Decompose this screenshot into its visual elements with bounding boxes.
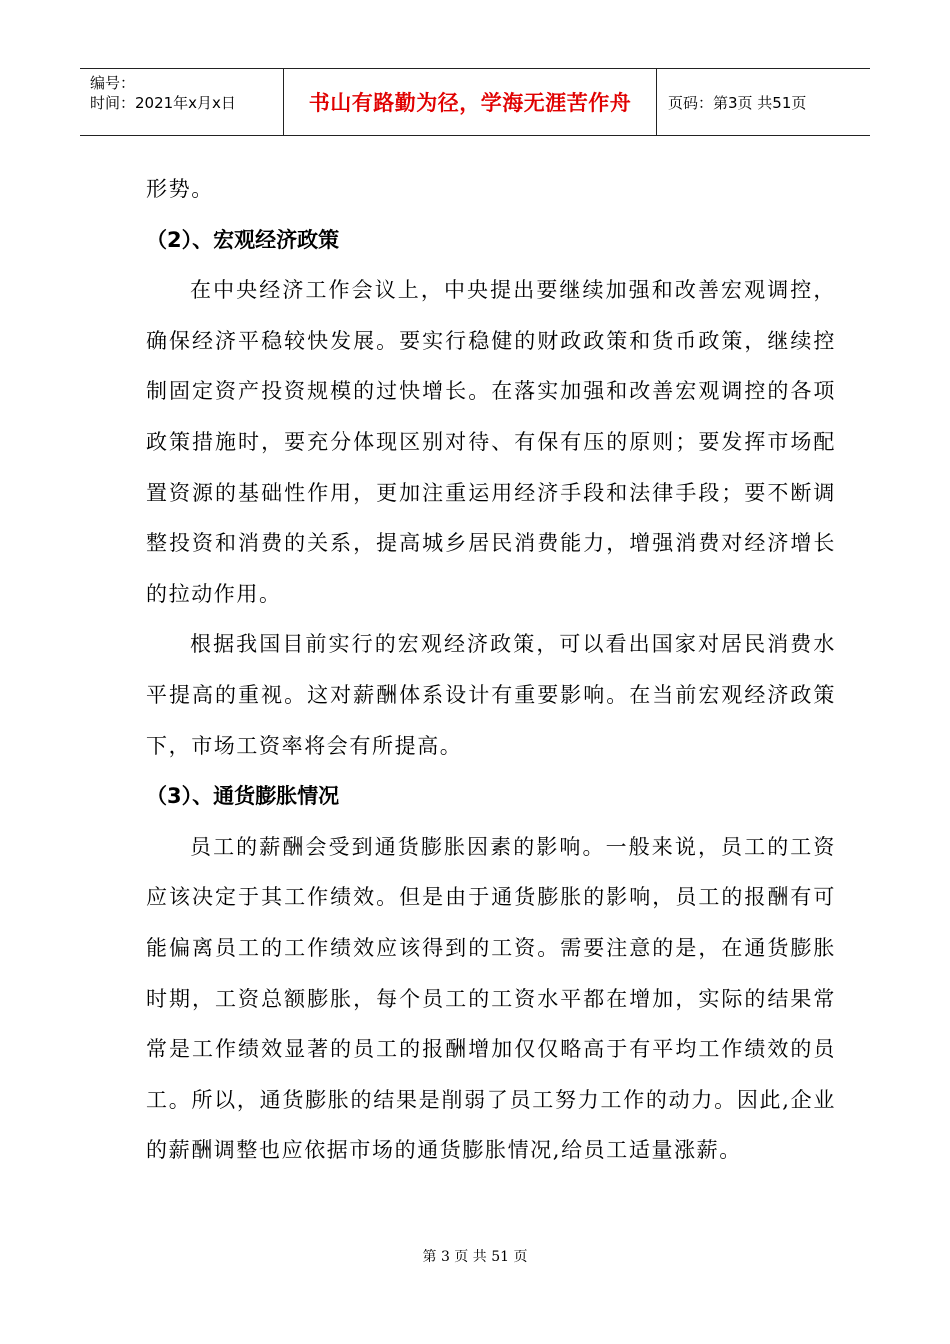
header-meta [90,73,236,113]
header-page-info: 页码：第3页 共51页 [668,93,807,112]
page-header [80,68,870,136]
page-footer: 第 3 页 共 51 页 [422,1249,528,1265]
paragraph-macro-policy: 在中央经济工作会议上，中央提出要继续加强和改善宏观调控，确保经济平稳较快发展。要实行稳健的财政政策和货币政策，继续控制固定资产投资规模的过快增长。在落实加强和改善宏观调控的各项政策措施时，要充分体现区别对待、有保有压的原则；要发挥市场配置资源的基础性作用，更加注重运用经济手段和法律手段；要不断调整投资和消费的关系，提高城乡居民消费能力，增强消费对经济增长的拉动作用。 [146,278,836,606]
section-heading-inflation: （3）、通货膨胀情况 [146,784,340,809]
document-body [146,164,836,1176]
document-date-label: 时间：2021年x月x日 [90,94,236,112]
paragraph-policy-impact: 根据我国目前实行的宏观经济政策，可以看出国家对居民消费水平提高的重视。这对薪酬体系设计有重要影响。在当前宏观经济政策下，市场工资率将会有所提高。 [146,632,836,758]
paragraph-continuation: 形势。 [146,177,214,201]
document-number-label: 编号： [90,74,136,92]
section-heading-macro-policy: （2）、宏观经济政策 [146,227,340,252]
header-motto: 书山有路勤为径，学海无涯苦作舟 [283,69,657,135]
paragraph-inflation: 员工的薪酬会受到通货膨胀因素的影响。一般来说，员工的工资应该决定于其工作绩效。但是由于通货膨胀的影响，员工的报酬有可能偏离员工的工作绩效应该得到的工资。需要注意的是，在通货膨胀时期，工资总额膨胀，每个员工的工资水平都在增加，实际的结果常常是工作绩效显著的员工的报酬增加仅仅略高于有平均工作绩效的员工。所以，通货膨胀的结果是削弱了员工努力工作的动力。因此,企业的薪酬调整也应依据市场的通货膨胀情况,给员工适量涨薪。 [146,834,836,1163]
